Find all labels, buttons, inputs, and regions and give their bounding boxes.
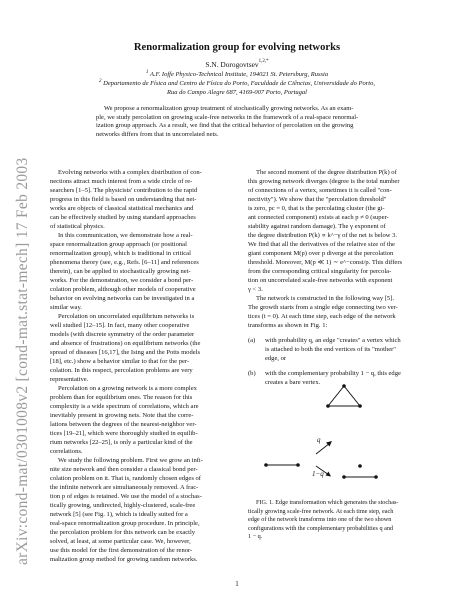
label-1-minus-q: 1−q <box>312 470 324 478</box>
abstract-line: ization group approach. As a result, we find that the critical behavior of percolation on the growing <box>96 122 354 130</box>
text-line: tices (t = 0). At each time step, each edge of the network <box>248 313 396 320</box>
text-line: tion p of edges is retained. We use the model of a stochas- <box>50 493 202 500</box>
text-line: progress in this field is based on understanding that net- <box>50 196 197 203</box>
paper-title: Renormalization group for evolving networks <box>133 42 341 53</box>
arxiv-stamp[interactable]: arXiv:cond-mat/0301008v2 [cond-mat.stat-mech] 17 Feb 2003 <box>14 157 31 565</box>
list-label: (a) <box>248 337 256 344</box>
author-marks: 1,2,* <box>258 59 269 64</box>
text-line: In this communication, we demonstrate how a real- <box>58 232 193 239</box>
text-line: stability against random damage). The γ exponent of <box>248 223 386 230</box>
list-item-a <box>248 336 462 363</box>
caption-line: tically growing scale-free network. At each time step, each <box>248 507 394 515</box>
affiliation-text: Departamento de Física and Centro de Física do Porto, Faculdade de Ciências, Universidade do Porto, <box>103 80 375 87</box>
affiliation-mark: 1 <box>145 70 149 75</box>
text-line: Evolving networks with a complex distribution of con- <box>58 169 202 176</box>
original-edge <box>264 463 300 467</box>
left-column <box>50 168 246 564</box>
text-line: giant component M(p) over p diverge at the percolation <box>248 250 394 257</box>
text-line: colation problem on it. That is, randomly chosen edges of <box>50 475 201 482</box>
abstract-line: ple, we study percolation on growing scale-free networks in the framework of a real-space renormal- <box>96 113 359 121</box>
text-line: can be effectively studied by using standard approaches <box>50 214 196 221</box>
list-line: is attached to both the end vertices of its "mother" <box>265 346 396 353</box>
text-line: malization group method for growing random networks. <box>50 556 198 563</box>
text-line: correlations. <box>50 448 83 455</box>
text-line: The network is constructed in the following way [5]. <box>256 295 394 302</box>
text-line: colation. In this respect, percolation problems are very <box>50 367 193 374</box>
text-line: the degree distribution P(k) ∝ k^−γ of the net is below 3. <box>248 232 397 239</box>
affiliation-2 <box>0 80 474 87</box>
text-line: We find that all the derivatives of the relative size of the <box>248 241 395 248</box>
caption-line: FIG. 1. Edge transformation which generates the stochas- <box>256 499 399 506</box>
text-line: The growth starts from a single edge connecting two ver- <box>248 304 398 311</box>
text-line: Percolation on a growing network is a more complex <box>58 385 197 392</box>
page-number: 1 <box>235 580 239 588</box>
list-label: (b) <box>248 370 256 377</box>
figure-caption <box>248 499 462 542</box>
text-line: nite size network and then consider a classical bond per- <box>50 466 198 473</box>
text-line: space renormalization group approach (or positional <box>50 241 187 248</box>
text-line: from the corresponding critical singularity for percola- <box>248 268 392 275</box>
affiliation-text: Rua do Campo Alegre 687, 4169-007 Porto, Portugal <box>167 89 307 96</box>
text-line: the percolation problem for this network can be exactly <box>50 529 196 536</box>
text-line: therein), can be applied to stochastically growing net- <box>50 268 191 275</box>
text-line: ant connected component) exists at each p ≠ 0 (super- <box>248 214 389 221</box>
right-column <box>248 168 462 330</box>
text-line: The second moment of the degree distribution P(k) of <box>256 169 397 176</box>
text-line: complexity is a wide spectrum of correlations, which are <box>50 403 199 410</box>
text-line: of connections of a vertex, sometimes it is called "con- <box>248 187 392 194</box>
text-line: the infinite network are simultaneously removed. A frac- <box>50 484 199 491</box>
text-line: nectivity"). We show that the "percolation threshold" <box>248 196 387 203</box>
author-line <box>0 60 474 69</box>
text-line: solved, at least, at some particular case. We, however, <box>50 538 191 545</box>
list-line: edge, or <box>265 355 287 362</box>
text-line: transforms as shown in Fig. 1: <box>248 322 328 329</box>
abstract-line: We propose a renormalization group treatment of stochastically growing networks. As an exam- <box>104 105 354 112</box>
abstract <box>96 105 386 140</box>
text-line: well studied [12–15]. In fact, many other cooperative <box>50 322 190 329</box>
caption-line: configurations with the complementary probabilities q and <box>248 524 394 532</box>
text-line: of statistical physics. <box>50 223 105 230</box>
text-line: We study the following problem. First we grow an infi- <box>58 457 203 464</box>
text-line: searchers [1–5]. The physicists' contribution to the rapid <box>50 187 198 194</box>
list-line: creates a bare vertex. <box>265 379 321 386</box>
text-line: this growing network diverges (degree is the total number <box>248 178 400 185</box>
text-line: problem than for equilibrium ones. The reason for this <box>50 394 193 401</box>
text-line: works. For the demonstration, we consider a bond per- <box>50 277 194 284</box>
text-line: behavior on evolving networks can be investigated in a <box>50 295 195 302</box>
text-line: colation problem, although other models of cooperative <box>50 286 196 293</box>
text-line: nections attract much interest from a wide circle of re- <box>50 178 193 185</box>
text-line: phenomena theory (see, e.g., Refs. [6–11] and references <box>50 259 199 266</box>
abstract-line: networks differs from that in uncorrelated nets. <box>96 131 219 139</box>
text-line: threshold. Moreover, M(p ≪ 1) ∼ e^−const/p. This differs <box>248 259 403 266</box>
caption-line: 1 − q. <box>248 533 263 541</box>
text-line: representative. <box>50 376 89 383</box>
text-line: rium networks [22–25], is only a particular kind of the <box>50 439 193 446</box>
text-line: is zero, pc = 0, that is the percolating cluster (the gi- <box>248 205 385 212</box>
author-name: S.N. Dorogovtsev <box>205 60 259 69</box>
text-line: spread of diseases [16,17], the Ising and the Potts models <box>50 349 201 356</box>
text-line: tion on uncorrelated scale-free networks with exponent <box>248 277 393 284</box>
affiliation-1 <box>0 71 474 78</box>
text-line: renormalization group), which is traditional in critical <box>50 250 191 257</box>
affiliation-text: A.F. Ioffe Physico-Technical Institute, 194021 St. Petersburg, Russia <box>149 71 329 78</box>
bare-vertex-configuration <box>342 464 378 479</box>
text-line: inevitably present in growing nets. Note that the corre- <box>50 412 194 419</box>
list-line: with the complementary probability 1 − q, this edge <box>265 370 401 377</box>
triangle-configuration <box>326 384 362 408</box>
text-line: γ < 3. <box>248 286 263 293</box>
text-line: real-space renormalization group procedure. In principle, <box>50 520 200 527</box>
text-line: and absence of frustrations) on equilibrium networks (the <box>50 340 201 347</box>
label-q: q <box>317 436 321 444</box>
text-line: tices [19–21], which were thoroughly studied in equilib- <box>50 430 198 437</box>
figure-1-diagram <box>248 372 448 490</box>
caption-line: edge of the network transforms into one of the two shown <box>248 516 392 524</box>
text-line: models (with discrete symmetry of the order parameter <box>50 331 195 338</box>
text-line: similar way. <box>50 304 82 311</box>
affiliation-mark: 2 <box>99 79 102 84</box>
affiliation-2-cont <box>0 89 474 96</box>
text-line: Percolation on uncorrelated equilibrium networks is <box>58 313 195 320</box>
text-line: tically growing, undirected, highly-clustered, scale-free <box>50 502 196 509</box>
text-line: use this model for the first demonstration of the renor- <box>50 547 193 554</box>
list-line: with probability q, an edge "creates" a vertex which <box>265 337 401 344</box>
text-line: lations between the degrees of the nearest-neighbor ver- <box>50 421 197 428</box>
text-line: network [5] (see Fig. 1), which is ideally suited for a <box>50 511 188 518</box>
text-line: works are objects of classical statistical mechanics and <box>50 205 194 212</box>
text-line: [18], etc.) show a behavior similar to that for the per- <box>50 358 190 365</box>
